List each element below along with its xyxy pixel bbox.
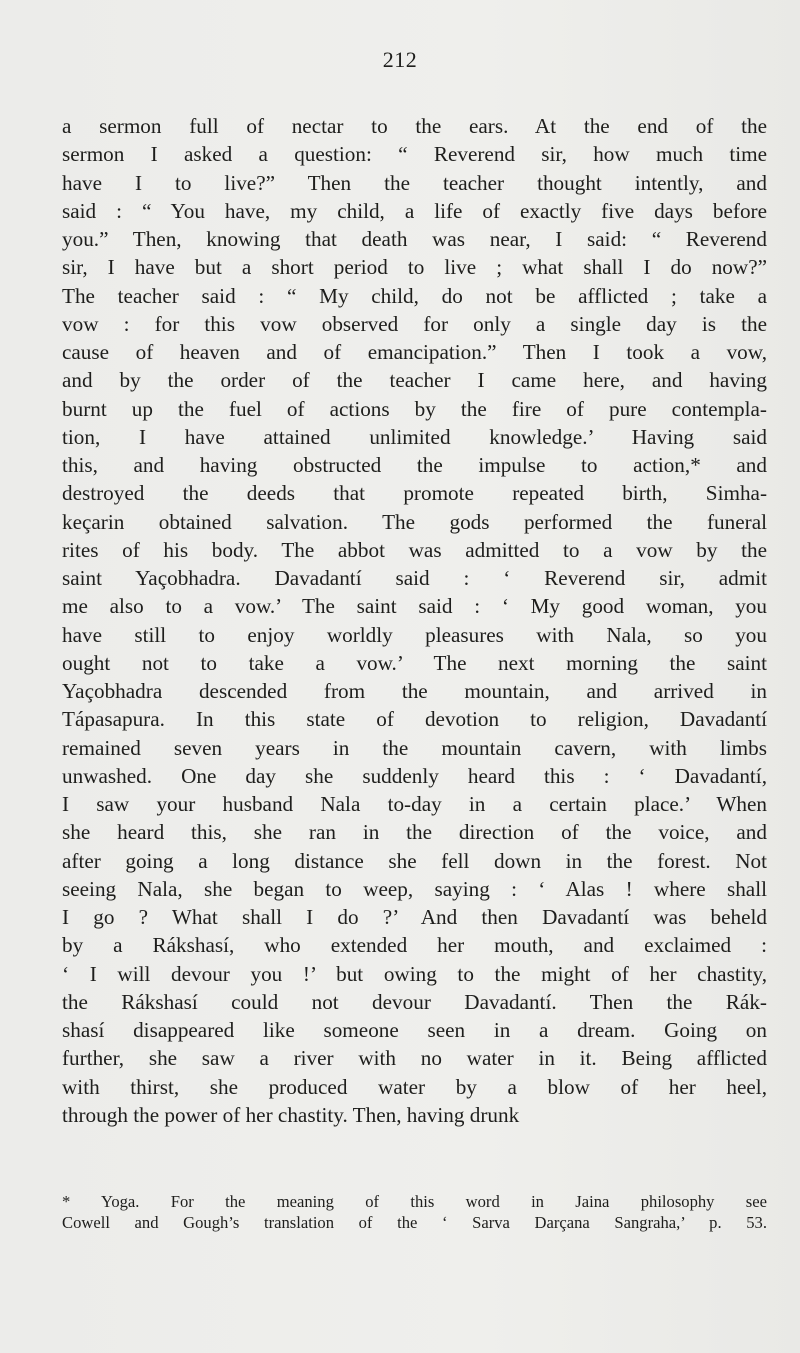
text-line: Yaçobhadra descended from the mountain, and arrived in: [62, 679, 767, 703]
page-number: 212: [382, 47, 418, 72]
text-line: cause of heaven and of emancipation.” Then I took a vow,: [62, 340, 767, 364]
text-line: this, and having obstructed the impulse to action,* and: [62, 453, 767, 477]
text-line: ‘ I will devour you !’ but owing to the might of her chastity,: [62, 961, 767, 986]
text-line: unwashed. One day she suddenly heard this : ‘ Davadantí,: [62, 763, 767, 788]
text-line: after going a long distance she fell down in the forest. Not: [62, 848, 767, 873]
footnote: [62, 1192, 767, 1233]
text-line: tion, I have attained unlimited knowledge.’ Having said: [62, 424, 767, 449]
text-line: I go ? What shall I do ?’ And then Davadantí was beheld: [62, 905, 767, 929]
text-line: seeing Nala, she began to weep, saying : ‘ Alas ! where shall: [62, 876, 767, 901]
text-line: ought not to take a vow.’ The next morning the saint: [62, 650, 767, 675]
text-line: sermon I asked a question: “ Reverend sir, how much time: [62, 142, 767, 167]
text-line: have still to enjoy worldly pleasures with Nala, so you: [62, 622, 767, 647]
text-line: through the power of her chastity. Then, having drunk: [62, 1102, 520, 1127]
text-line: she heard this, she ran in the direction of the voice, and: [62, 820, 767, 845]
text-line: further, she saw a river with no water in it. Being afflicted: [62, 1046, 767, 1071]
text-line: you.” Then, knowing that death was near, I said: “ Reverend: [62, 227, 767, 251]
text-line: shasí disappeared like someone seen in a dream. Going on: [62, 1018, 767, 1042]
text-line: I saw your husband Nala to-day in a certain place.’ When: [62, 792, 767, 816]
text-line: saint Yaçobhadra. Davadantí said : ‘ Reverend sir, admit: [62, 566, 767, 590]
text-line: the Rákshasí could not devour Davadantí. Then the Rák-: [62, 989, 767, 1014]
text-line: Tápasapura. In this state of devotion to religion, Davadantí: [62, 707, 767, 732]
body-text: [62, 112, 767, 1129]
text-line: said : “ You have, my child, a life of exactly five days before: [62, 198, 767, 223]
text-line: rites of his body. The abbot was admitted to a vow by the: [62, 537, 767, 562]
text-line: have I to live?” Then the teacher thought intently, and: [62, 170, 767, 195]
text-line: The teacher said : “ My child, do not be afflicted ; take a: [62, 283, 767, 308]
text-line: sir, I have but a short period to live ; what shall I do now?”: [62, 255, 767, 280]
text-line: and by the order of the teacher I came here, and having: [62, 368, 767, 393]
text-line: remained seven years in the mountain cavern, with limbs: [62, 735, 767, 760]
footnote-line: * Yoga. For the meaning of this word in Jaina philosophy see: [62, 1192, 767, 1211]
text-line: vow : for this vow observed for only a single day is the: [62, 311, 767, 336]
text-line: burnt up the fuel of actions by the fire of pure contempla-: [62, 396, 767, 421]
text-line: keçarin obtained salvation. The gods performed the funeral: [62, 509, 767, 534]
text-line: a sermon full of nectar to the ears. At the end of the: [62, 114, 767, 138]
text-line: with thirst, she produced water by a blow of her heel,: [62, 1074, 767, 1099]
text-line: destroyed the deeds that promote repeated birth, Simha-: [62, 481, 767, 506]
footnote-line: Cowell and Gough’s translation of the ‘ Sarva Darçana Sangraha,’ p. 53.: [62, 1212, 767, 1232]
text-line: me also to a vow.’ The saint said : ‘ My good woman, you: [62, 594, 767, 619]
text-line: by a Rákshasí, who extended her mouth, and exclaimed :: [62, 933, 767, 958]
